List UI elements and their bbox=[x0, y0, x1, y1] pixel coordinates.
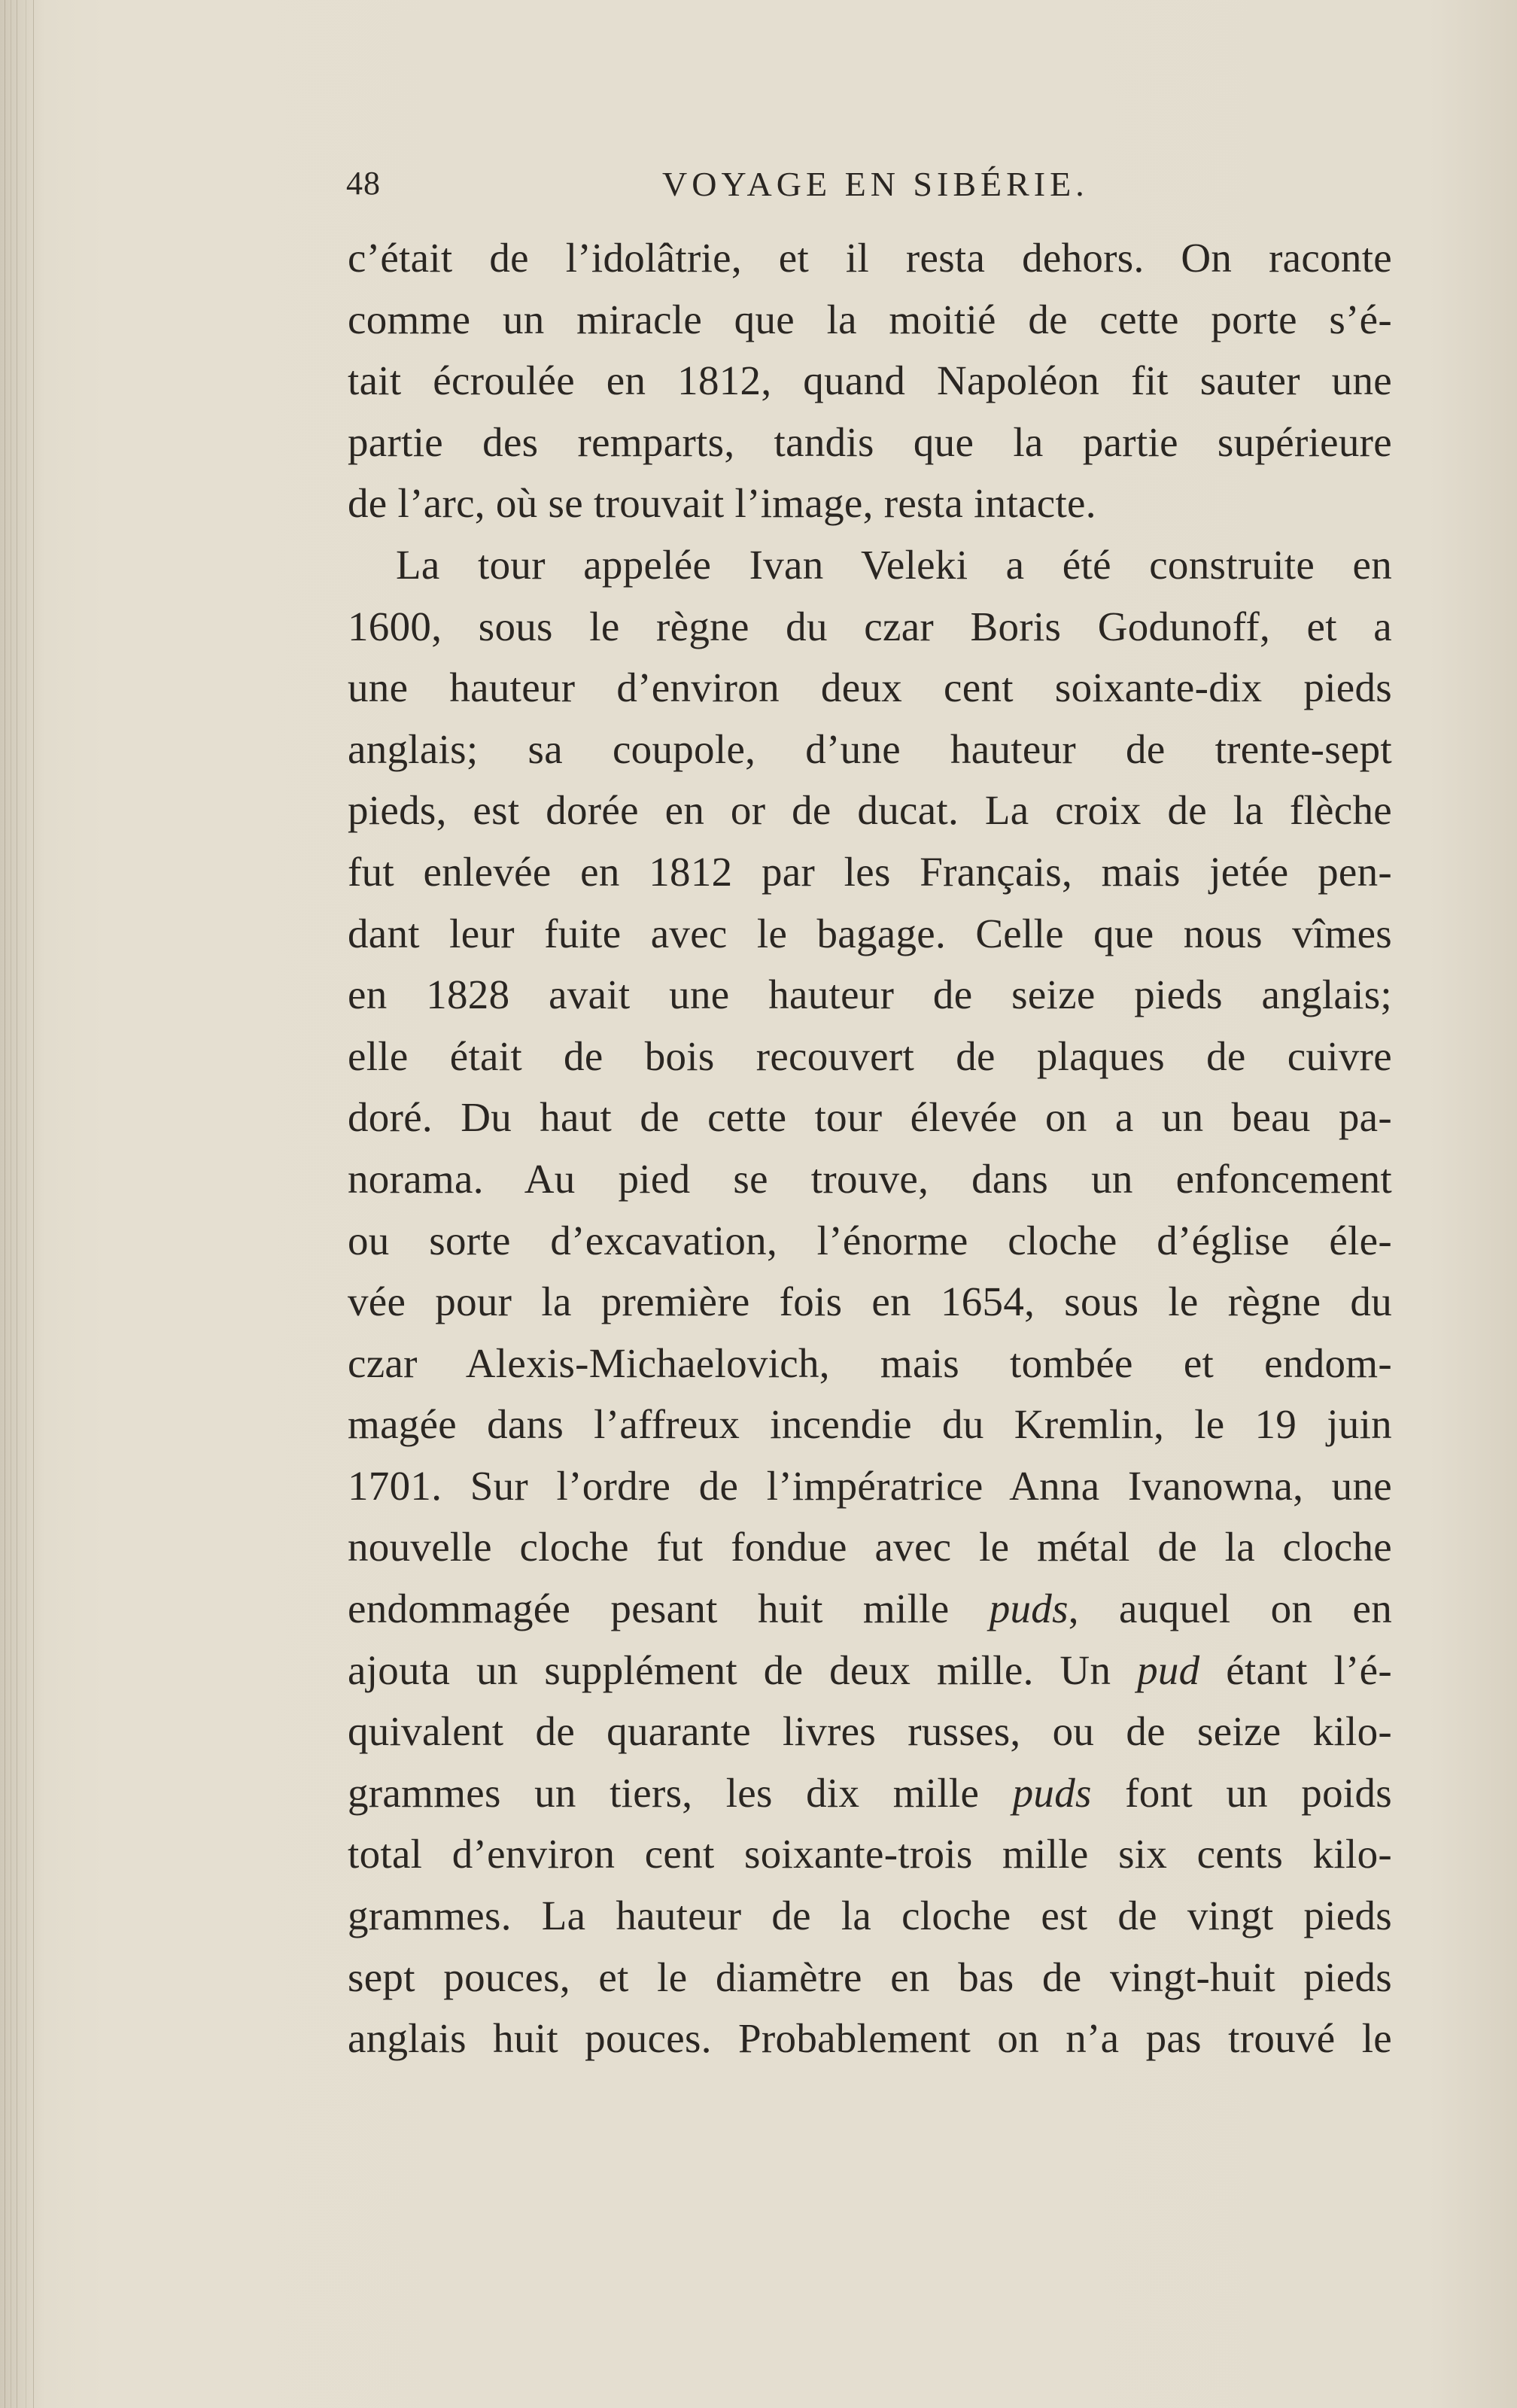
text-line bbox=[348, 1210, 1392, 1272]
text-segment: anglais huit pouces. Probablement on n’a pas trouvé le bbox=[348, 2015, 1392, 2062]
text-line bbox=[348, 1762, 1392, 1824]
text-segment: sept pouces, et le diamètre en bas de vingt-huit pieds bbox=[348, 1953, 1392, 2000]
text-segment: La tour appelée Ivan Veleki a été construite en bbox=[396, 541, 1392, 588]
text-segment: doré. Du haut de cette tour élevée on a un beau pa- bbox=[348, 1094, 1392, 1141]
text-line bbox=[348, 1516, 1392, 1578]
text-segment: grammes un tiers, les dix mille bbox=[348, 1769, 1013, 1816]
text-segment: anglais; sa coupole, d’une hauteur de trente-sept bbox=[348, 725, 1392, 772]
text-segment: total d’environ cent soixante-trois mille six cents kilo- bbox=[348, 1831, 1392, 1877]
text-segment: 1701. Sur l’ordre de l’impératrice Anna Ivanowna, une bbox=[348, 1462, 1392, 1509]
text-segment: grammes. La hauteur de la cloche est de vingt pieds bbox=[348, 1893, 1392, 1939]
text-segment: quivalent de quarante livres russes, ou de seize kilo- bbox=[348, 1708, 1392, 1755]
italic-term: puds bbox=[1012, 1769, 1092, 1816]
text-line bbox=[348, 473, 1392, 534]
text-segment: nouvelle cloche fut fondue avec le métal de la cloche bbox=[348, 1524, 1392, 1570]
text-line bbox=[348, 596, 1392, 658]
text-segment: elle était de bois recouvert de plaques de cuivre bbox=[348, 1032, 1392, 1079]
text-line bbox=[348, 1701, 1392, 1762]
text-line bbox=[348, 780, 1392, 841]
text-segment: fut enlevée en 1812 par les Français, mais jetée pen- bbox=[348, 848, 1392, 895]
text-segment: ou sorte d’excavation, l’énorme cloche d’église éle- bbox=[348, 1217, 1392, 1263]
text-segment: de l’arc, où se trouvait l’image, resta intacte. bbox=[348, 480, 1096, 527]
text-segment: comme un miracle que la moitié de cette porte s’é- bbox=[348, 296, 1392, 342]
text-segment: vée pour la première fois en 1654, sous le règne du bbox=[348, 1278, 1392, 1325]
text-line bbox=[348, 1823, 1392, 1885]
text-segment: ajouta un supplément de deux mille. Un bbox=[348, 1646, 1138, 1693]
text-segment: norama. Au pied se trouve, dans un enfoncement bbox=[348, 1155, 1392, 1202]
text-line bbox=[348, 1885, 1392, 1947]
text-segment: , auquel on en bbox=[1068, 1586, 1393, 1632]
text-line bbox=[348, 903, 1392, 965]
text-line bbox=[348, 1148, 1392, 1210]
text-segment: dant leur fuite avec le bagage. Celle que nous vîmes bbox=[348, 910, 1392, 956]
text-line bbox=[348, 412, 1392, 473]
italic-term: puds bbox=[989, 1586, 1069, 1632]
text-line bbox=[348, 719, 1392, 780]
text-line bbox=[348, 841, 1392, 903]
text-line bbox=[348, 227, 1392, 289]
text-line bbox=[348, 1026, 1392, 1087]
text-segment: endommagée pesant huit mille bbox=[348, 1586, 990, 1632]
text-line bbox=[348, 1394, 1392, 1455]
page-edge-line bbox=[33, 0, 34, 2408]
text-segment: partie des remparts, tandis que la partie supérieure bbox=[348, 418, 1392, 465]
text-line bbox=[348, 1087, 1392, 1148]
text-segment: czar Alexis-Michaelovich, mais tombée et endom- bbox=[348, 1339, 1392, 1386]
text-segment: une hauteur d’environ deux cent soixante-dix pieds bbox=[348, 664, 1392, 711]
running-header bbox=[346, 164, 1385, 209]
text-line bbox=[348, 1640, 1392, 1701]
text-line bbox=[348, 964, 1392, 1026]
text-line bbox=[348, 657, 1392, 719]
text-segment: étant l’é- bbox=[1199, 1646, 1392, 1693]
text-segment: en 1828 avait une hauteur de seize pieds anglais; bbox=[348, 971, 1392, 1018]
text-line bbox=[348, 1271, 1392, 1333]
italic-term: pud bbox=[1137, 1646, 1200, 1693]
body-text bbox=[348, 227, 1392, 2069]
running-title: VOYAGE EN SIBÉRIE. bbox=[662, 165, 1089, 203]
text-segment: c’était de l’idolâtrie, et il resta dehors. On raconte bbox=[348, 235, 1392, 281]
text-line bbox=[348, 1578, 1392, 1640]
text-line bbox=[348, 350, 1392, 412]
text-line bbox=[348, 1947, 1392, 2008]
text-line bbox=[348, 2008, 1392, 2069]
text-segment: font un poids bbox=[1091, 1769, 1392, 1816]
page-number: 48 bbox=[346, 165, 381, 202]
text-segment: pieds, est dorée en or de ducat. La croix de la flèche bbox=[348, 787, 1392, 834]
text-segment: tait écroulée en 1812, quand Napoléon fit sauter une bbox=[348, 357, 1392, 404]
text-line bbox=[348, 1455, 1392, 1517]
text-segment: magée dans l’affreux incendie du Kremlin, le 19 juin bbox=[348, 1401, 1392, 1448]
text-segment: 1600, sous le règne du czar Boris Godunoff, et a bbox=[348, 603, 1392, 649]
text-line bbox=[348, 534, 1392, 596]
text-line bbox=[348, 289, 1392, 351]
text-line bbox=[348, 1333, 1392, 1394]
